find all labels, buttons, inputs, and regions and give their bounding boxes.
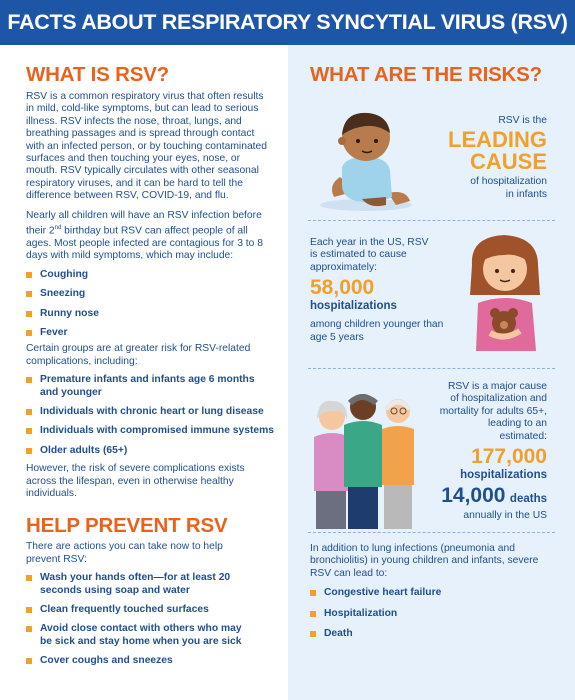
children-hosp-number: 58,000 xyxy=(310,276,375,300)
what-is-para2: Nearly all children will have an RSV infection before their 2nd birthday but RSV can affect people of all ages. Most people infected are contagious for 3 to 8 days with mild symptoms, which may include: xyxy=(26,209,263,262)
list-item: Death xyxy=(310,628,560,640)
adults-stats-block: RSV is a major cause of hospitalization and mortality for adults 65+, leading to an estimated: 177,000 hospitalizations 14,000 deaths annually in the US xyxy=(397,381,547,522)
prevent-heading: HELP PREVENT RSV xyxy=(26,514,228,538)
girl-with-teddy-illustration xyxy=(460,231,550,351)
list-item: Premature infants and infants age 6 months and younger xyxy=(26,374,256,399)
list-item: Wash your hands often—for at least 20 seconds using soap and water xyxy=(26,572,241,597)
list-item: Individuals with compromised immune systems xyxy=(26,425,276,437)
what-is-heading: WHAT IS RSV? xyxy=(26,63,169,86)
risk-group-list xyxy=(26,374,288,457)
prevent-list xyxy=(26,572,288,667)
children-stats-block: Each year in the US, RSV is estimated to cause approximately: 58,000 hospitalizations among children younger than age 5 years xyxy=(310,237,460,344)
cause-text: CAUSE xyxy=(469,149,547,175)
symptom-list xyxy=(26,269,288,340)
divider xyxy=(308,368,555,369)
what-is-para1: RSV is a common respiratory virus that often results in mild, cold-like symptoms, but can lead to serious illness. RSV infects the nose, throat, lungs, and breathing passages and is spread through contact with an infected person, or by touching contaminated surfaces and then touching your eyes, nose, or mouth. RSV typically circulates with other seasonal respiratory viruses, and it can be hard to tell the difference between RSV, COVID-19, and flu. xyxy=(26,91,267,202)
list-item: Congestive heart failure xyxy=(310,587,560,599)
deaths-number: 14,000 xyxy=(441,484,506,508)
risks-heading: WHAT ARE THE RISKS? xyxy=(310,63,542,86)
complications-block: In addition to lung infections (pneumonia and bronchiolitis) in young children and infants, severe RSV can lead to: Congestive heart failure Hospitalization Death xyxy=(310,543,560,640)
what-is-para3: Certain groups are at greater risk for RSV-related complications, including: xyxy=(26,343,251,367)
deaths-line: 14,000 deaths xyxy=(441,484,547,508)
divider xyxy=(308,220,555,221)
what-is-para4: However, the risk of severe complications exists across the lifespan, even in otherwise healthy individuals. xyxy=(26,463,245,499)
right-column xyxy=(288,45,575,700)
list-item: Fever xyxy=(26,327,288,339)
leading-text: LEADING xyxy=(448,127,547,153)
page-title: FACTS ABOUT RESPIRATORY SYNCYTIAL VIRUS (RSV) xyxy=(0,0,575,45)
list-item: Hospitalization xyxy=(310,608,560,620)
left-column xyxy=(0,45,288,700)
complications-list xyxy=(310,587,560,640)
list-item: Runny nose xyxy=(26,308,288,320)
baby-illustration xyxy=(316,105,416,215)
list-item: Coughing xyxy=(26,269,288,281)
list-item: Clean frequently touched surfaces xyxy=(26,604,288,616)
prevent-intro: There are actions you can take now to help prevent RSV: xyxy=(26,541,223,565)
divider xyxy=(308,532,555,533)
list-item: Older adults (65+) xyxy=(26,445,288,457)
list-item: Individuals with chronic heart or lung disease xyxy=(26,406,276,418)
leading-cause-block: RSV is the LEADING CAUSE of hospitalization in infants xyxy=(448,115,547,200)
adults-hosp-number: 177,000 xyxy=(471,445,547,469)
list-item: Cover coughs and sneezes xyxy=(26,655,288,667)
list-item: Sneezing xyxy=(26,288,288,300)
list-item: Avoid close contact with others who may be sick and stay home when you are sick xyxy=(26,623,246,648)
